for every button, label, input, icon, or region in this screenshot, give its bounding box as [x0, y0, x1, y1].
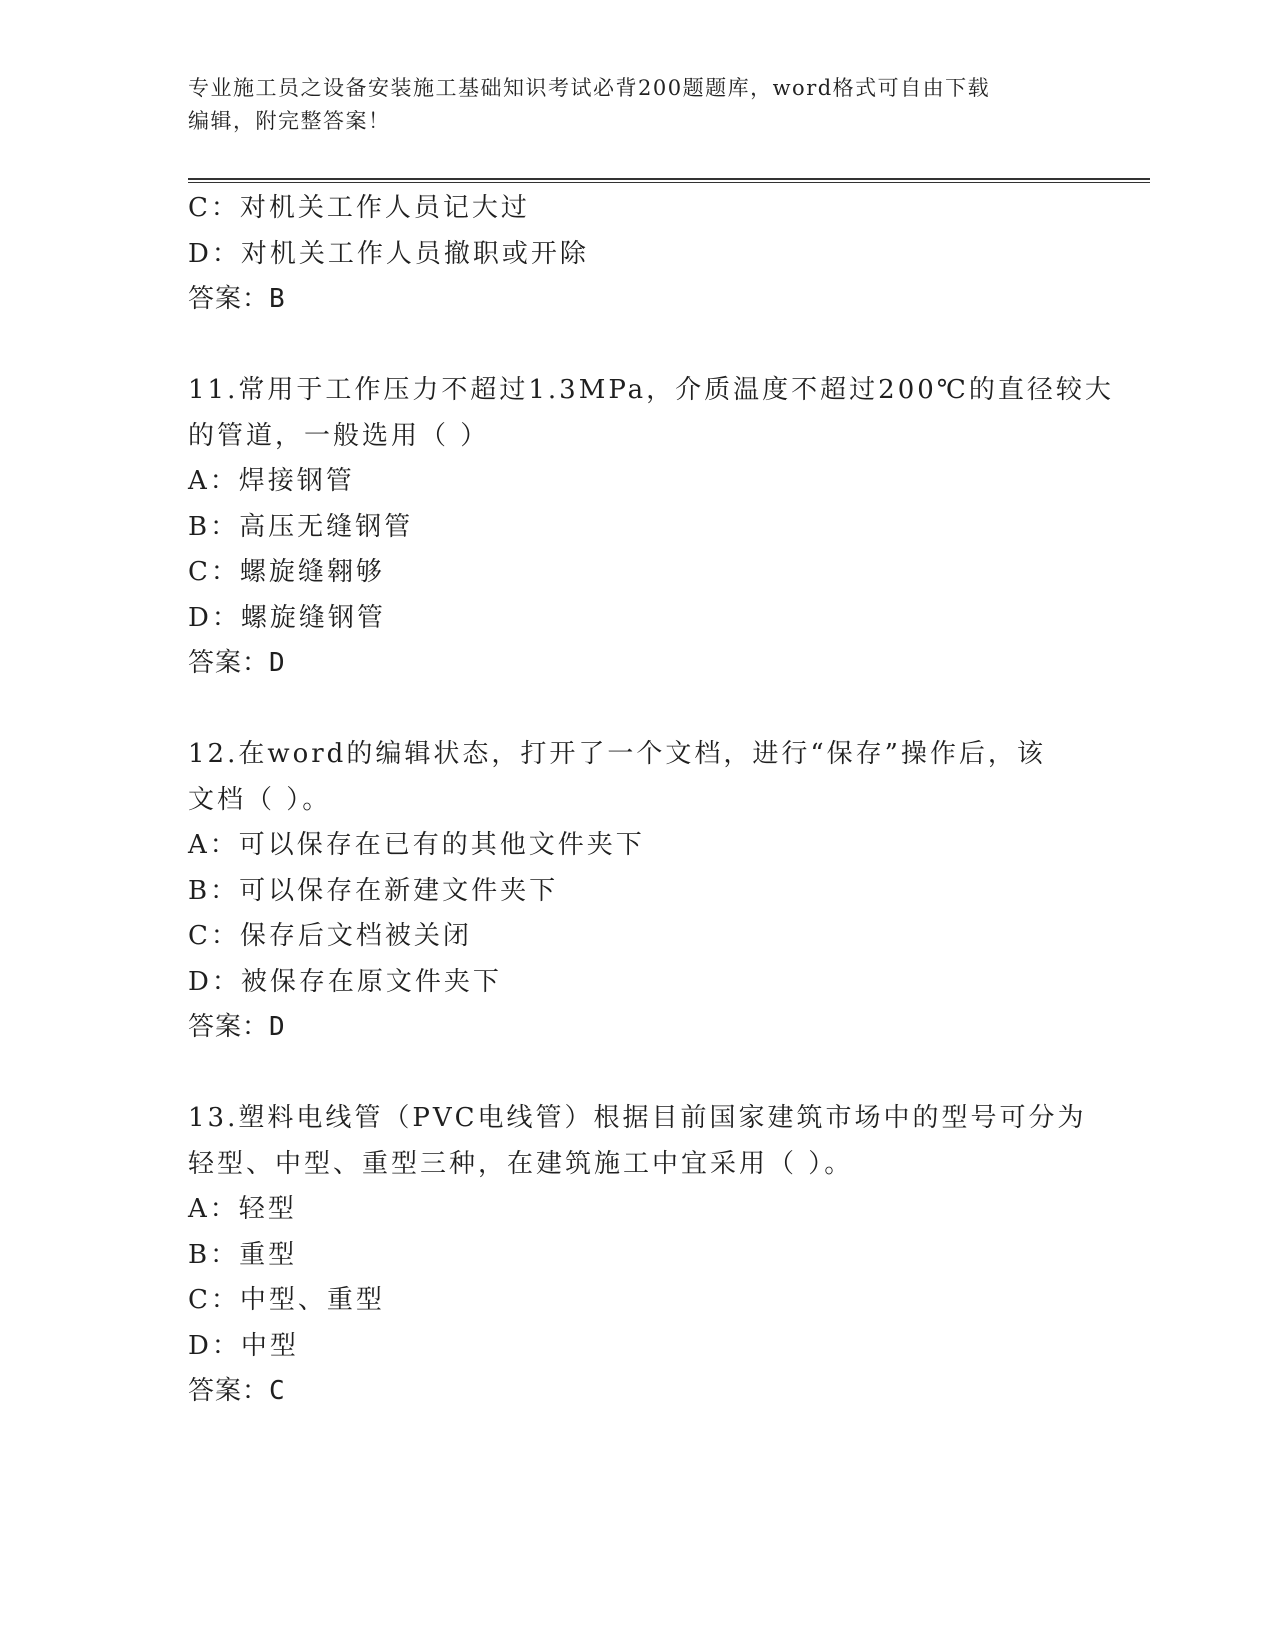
- option-d: D：被保存在原文件夹下: [188, 966, 502, 997]
- question-stem-line-2: 轻型、中型、重型三种，在建筑施工中宜采用（ ）。: [188, 1148, 854, 1179]
- option-b: B：高压无缝钢管: [188, 511, 414, 542]
- header-title-line-1: 专业施工员之设备安装施工基础知识考试必背200题题库，word格式可自由下载: [188, 76, 991, 100]
- question-stem-line-1: 13.塑料电线管（PVC电线管）根据目前国家建筑市场中的型号可分为: [188, 1103, 1087, 1133]
- option-c: C：对机关工作人员记大过: [188, 193, 530, 223]
- document-header: [188, 72, 1068, 138]
- option-c: C：保存后文档被关闭: [188, 921, 472, 951]
- answer: 答案：C: [188, 1376, 286, 1406]
- question-13: [188, 1096, 1088, 1415]
- spacer: [188, 323, 1088, 369]
- document-body: [188, 186, 1114, 1415]
- answer: 答案：D: [188, 648, 286, 678]
- option-a: A：可以保存在已有的其他文件夹下: [188, 830, 645, 860]
- spacer: [188, 1051, 1088, 1097]
- option-c: C：中型、重型: [188, 1285, 385, 1315]
- previous-question-tail: [188, 186, 1088, 323]
- header-title-line-2: 编辑，附完整答案！: [188, 109, 391, 133]
- option-d: D：对机关工作人员撤职或开除: [188, 238, 589, 269]
- option-a: A：焊接钢管: [188, 466, 355, 496]
- option-c: C：螺旋缝翱够: [188, 557, 385, 587]
- spacer: [188, 687, 1088, 733]
- option-d: D：螺旋缝钢管: [188, 602, 386, 633]
- option-d: D：中型: [188, 1330, 299, 1361]
- question-12: [188, 732, 1088, 1051]
- header-divider: [188, 178, 1150, 183]
- answer: 答案：B: [188, 284, 286, 314]
- option-a: A：轻型: [188, 1194, 297, 1224]
- option-b: B：可以保存在新建文件夹下: [188, 875, 559, 906]
- question-stem-line-1: 11.常用于工作压力不超过1.3MPa，介质温度不超过200℃的直径较大: [188, 375, 1114, 405]
- question-11: [188, 368, 1114, 687]
- question-stem-line-2: 的管道，一般选用（ ）: [188, 420, 490, 451]
- option-b: B：重型: [188, 1239, 298, 1270]
- answer: 答案：D: [188, 1012, 286, 1042]
- question-stem-line-1: 12.在word的编辑状态，打开了一个文档，进行“保存”操作后，该: [188, 739, 1046, 769]
- question-stem-line-2: 文档（ ）。: [188, 784, 332, 815]
